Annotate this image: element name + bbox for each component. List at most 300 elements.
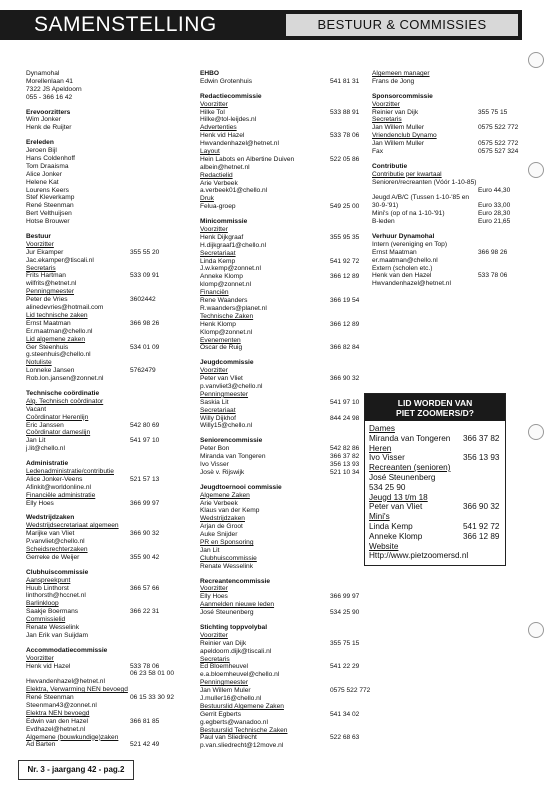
directory-line [200, 515, 366, 523]
membership-line [369, 444, 501, 454]
directory-line [26, 406, 192, 414]
membership-line [369, 551, 501, 561]
directory-line [200, 242, 366, 250]
membership-category: Heren [369, 443, 392, 453]
membership-line [369, 453, 501, 463]
role-label: Secretaris [200, 655, 230, 663]
directory-line [26, 109, 192, 117]
role-label: Voorzitter [26, 654, 54, 662]
entry-text: Jan Erik van Suijdam [26, 631, 88, 639]
directory-line [200, 156, 366, 164]
directory-line [26, 702, 192, 710]
membership-contact: Ivo Visser [369, 453, 405, 463]
page-footer: Nr. 3 - jaargang 42 - pag.2 [18, 760, 134, 780]
directory-line [372, 70, 540, 78]
entry-text: Arie Verbeek [200, 499, 238, 507]
directory-line [200, 234, 366, 242]
role-label: Lid algemene zaken [26, 335, 86, 343]
phone-number: 355 75 15 [330, 639, 360, 647]
entry-text: Rob.lon.jansen@zonnet.nl [26, 375, 104, 383]
directory-line [200, 297, 366, 305]
phone-number: 533 88 91 [330, 108, 360, 116]
section-heading: Recreantencommissie [200, 577, 271, 585]
role-label: Redactielid [200, 171, 233, 179]
directory-line [200, 265, 366, 273]
role-label: Aanspreekpunt [26, 576, 71, 584]
directory-line [26, 492, 192, 500]
directory-line [200, 734, 366, 742]
entry-text: J.muller16@chello.nl [200, 695, 262, 703]
directory-line [26, 538, 192, 546]
directory-section [372, 93, 540, 156]
directory-line [26, 476, 192, 484]
entry-text: Ivo Visser [200, 460, 229, 468]
directory-line [200, 453, 366, 461]
directory-line [372, 124, 540, 132]
entry-text: Lourens Keers [26, 186, 69, 194]
role-label: Secretariaat [200, 249, 236, 257]
directory-line [26, 265, 192, 273]
entry-text: g.steenhuis@chello.nl [26, 351, 91, 359]
directory-line [26, 577, 192, 585]
directory-line [26, 241, 192, 249]
directory-line [200, 445, 366, 453]
role-label: Financiële administratie [26, 491, 96, 499]
entry-text: Henk de Ruijter [26, 124, 72, 132]
entry-text: Renate Wesselink [200, 562, 254, 570]
entry-text: Klomp@zonnet.nl [200, 328, 253, 336]
phone-number: 549 25 00 [330, 203, 360, 211]
directory-line [26, 500, 192, 508]
entry-text: Evdhazel@hetnet.nl [26, 725, 86, 733]
directory-section [200, 484, 366, 571]
directory-line [200, 305, 366, 313]
directory-line [26, 445, 192, 453]
directory-line [200, 359, 366, 367]
entry-text: Arie Verbeek [200, 179, 238, 187]
directory-line [372, 233, 540, 241]
directory-line [26, 257, 192, 265]
role-label: Clubhuiscommissie [200, 554, 257, 562]
phone-number: 366 98 26 [478, 248, 508, 256]
directory-line [200, 609, 366, 617]
directory-line [26, 429, 192, 437]
directory-section [200, 437, 366, 476]
phone-number: 541 92 72 [463, 521, 500, 531]
phone-number: 356 13 93 [463, 453, 500, 463]
role-label: Layout [200, 148, 220, 156]
membership-box-body [365, 421, 505, 565]
phone-number: 533 78 06 [130, 662, 160, 670]
directory-line [26, 484, 192, 492]
directory-section [200, 93, 366, 211]
entry-text: klomp@zonnet.nl [200, 281, 252, 289]
directory-line [200, 711, 366, 719]
role-label: Evenementen [200, 336, 241, 344]
entry-text: Willy15@chello.nl [200, 422, 253, 430]
entry-text: José Steunenberg [200, 609, 254, 617]
phone-number: 542 82 86 [330, 445, 360, 453]
entry-text: Dynamohal [26, 70, 60, 77]
role-label: Algemene (bouwkundige)zaken [26, 733, 119, 741]
directory-line [200, 500, 366, 508]
entry-text: Afinkit@worldonline.nl [26, 483, 91, 491]
membership-contact: Miranda van Tongeren [369, 433, 451, 443]
directory-line [26, 351, 192, 359]
directory-line [26, 678, 192, 686]
role-label: Voorzitter [200, 226, 228, 234]
directory-line [200, 461, 366, 469]
directory-line [200, 367, 366, 375]
entry-text: Gerrit Egberts [200, 710, 242, 718]
entry-text: Saskia Lit [200, 398, 229, 406]
entry-text: J.w.kemp@zonnet.nl [200, 265, 261, 273]
directory-line [372, 249, 540, 257]
directory-section [26, 233, 192, 383]
directory-line [26, 304, 192, 312]
entry-text: Ernst Maatman [372, 248, 417, 256]
phone-number: 542 80 69 [130, 421, 160, 429]
role-label: Aanmelden nieuwe leden [200, 601, 275, 609]
directory-line [26, 422, 192, 430]
role-label: Wedstrijdsecretariaat algemeen [26, 522, 119, 530]
directory-section [200, 578, 366, 617]
directory-line [26, 320, 192, 328]
directory-line [26, 734, 192, 742]
role-label: Financiën [200, 289, 229, 297]
directory-line [372, 280, 540, 288]
entry-text: Arjan de Groot [200, 523, 243, 531]
entry-text: B-leden [372, 218, 395, 226]
role-label: Technische Zaken [200, 312, 254, 320]
directory-line [26, 272, 192, 280]
role-label: Voorzitter [200, 367, 228, 375]
entry-text: Frans de Jong [372, 77, 415, 85]
phone-number: 541 22 29 [330, 663, 360, 671]
phone-number: 366 99 97 [130, 499, 160, 507]
directory-line [200, 399, 366, 407]
role-label: Barlinkloop [26, 600, 59, 608]
directory-line [26, 124, 192, 132]
directory-section [26, 569, 192, 640]
directory-section [26, 460, 192, 507]
membership-contact: Linda Kemp [369, 521, 413, 531]
phone-number: 533 78 06 [478, 272, 508, 280]
role-label: Bestuurslid Technische Zaken [200, 726, 288, 734]
directory-section [200, 218, 366, 352]
directory-line [200, 281, 366, 289]
entry-text: Saakje Boermans [26, 608, 79, 616]
role-label: Elektra NEN bevoegd [26, 709, 90, 717]
role-label: Elektra, Verwarming NEN bevoegd [26, 686, 128, 694]
entry-text: P.vanvliet@chello.nl [26, 538, 85, 546]
section-heading: Wedstrijdzaken [26, 514, 75, 522]
directory-line [372, 101, 540, 109]
directory-line [26, 155, 192, 163]
directory-line [200, 329, 366, 337]
role-label: Voorzitter [200, 100, 228, 108]
directory-line [26, 375, 192, 383]
phone-number: 355 90 42 [130, 553, 160, 561]
entry-text: Helene Kat [26, 178, 59, 186]
entry-text: Willy Dijkhof [200, 414, 236, 422]
directory-line [26, 663, 192, 671]
membership-category: Mini's [369, 512, 390, 522]
directory-line [26, 202, 192, 210]
phone-number: 355 95 35 [330, 233, 360, 241]
directory-line [200, 195, 366, 203]
section-heading: Bestuur [26, 233, 51, 241]
directory-line [26, 78, 192, 86]
entry-text: Jan Willem Muller [372, 124, 425, 132]
entry-text: Klaus van der Kemp [200, 507, 260, 515]
membership-contact: Peter van Vliet [369, 502, 423, 512]
entry-text: Alice Jonker [26, 170, 62, 178]
entry-text: Elly Hoes [26, 499, 54, 507]
entry-text: Peter de Vries [26, 296, 68, 304]
role-label: Voorzitter [372, 100, 400, 108]
directory-line [26, 336, 192, 344]
phone-number: 366 90 32 [130, 530, 160, 538]
directory-line [26, 437, 192, 445]
phone-number: 521 42 49 [130, 741, 160, 749]
membership-contact: José Steunenberg [369, 472, 436, 482]
directory-section [200, 70, 366, 86]
membership-contact: Anneke Klomp [369, 531, 423, 541]
membership-category: Website [369, 541, 399, 551]
directory-line [26, 218, 192, 226]
directory-line [26, 312, 192, 320]
section-heading: Verhuur Dynamohal [372, 233, 435, 241]
entry-text: Jan Lit [26, 437, 46, 445]
directory-line [200, 289, 366, 297]
section-heading: Erevoorzitters [26, 108, 71, 116]
phone-number: 0575 522 772 [330, 687, 371, 695]
phone-number: 06 23 58 01 00 [130, 670, 174, 678]
directory-line [200, 124, 366, 132]
entry-text: Elly Hoes [200, 593, 228, 601]
section-heading: Accommodatiecommissie [26, 646, 108, 654]
directory-line [200, 383, 366, 391]
directory-section [200, 359, 366, 430]
directory-line [372, 241, 540, 249]
entry-text: Morellenlaan 41 [26, 77, 73, 85]
phone-number: 0575 522 772 [478, 124, 519, 132]
directory-section [372, 163, 540, 226]
directory-line [26, 139, 192, 147]
phone-number: 366 57 66 [130, 584, 160, 592]
section-heading: Contributie [372, 162, 408, 170]
directory-line [372, 194, 540, 202]
page-title: SAMENSTELLING [34, 13, 217, 36]
directory-line [200, 507, 366, 515]
role-label: Voorzitter [200, 631, 228, 639]
membership-line [369, 532, 501, 542]
membership-box-title-line: PIET ZOOMERS/D? [396, 408, 474, 418]
directory-section [26, 514, 192, 561]
phone-number: 541 81 31 [330, 77, 360, 85]
directory-line [200, 344, 366, 352]
phone-number: 366 12 89 [330, 320, 360, 328]
membership-box-title [365, 394, 505, 421]
entry-text: Peter Bon [200, 445, 230, 453]
entry-text: Gerreke de Weijer [26, 553, 80, 561]
section-heading: EHBO [200, 70, 220, 77]
phone-number: 366 19 54 [330, 297, 360, 305]
phone-number: 366 12 89 [463, 531, 500, 541]
entry-text: Felua-groep [200, 203, 236, 211]
role-label: Lid technische zaken [26, 311, 88, 319]
directory-line [26, 468, 192, 476]
role-label: Druk [200, 195, 214, 203]
entry-text: p.vanvliet3@chello.nl [200, 382, 263, 390]
header-banner [0, 10, 522, 40]
entry-text: Wim Jonker [26, 116, 61, 124]
directory-line [372, 148, 540, 156]
entry-text: Josè v. Rijswijk [200, 468, 245, 476]
directory-line [200, 258, 366, 266]
phone-number: Euro 28,30 [478, 210, 511, 218]
directory-line [26, 569, 192, 577]
punch-hole [528, 52, 544, 68]
directory-line [200, 687, 371, 695]
entry-text: Renate Wesselink [26, 624, 80, 631]
directory-line [26, 710, 192, 718]
directory-line [200, 172, 366, 180]
directory-section [372, 233, 540, 288]
phone-number: 366 98 26 [130, 319, 160, 327]
phone-number: 534 01 09 [130, 343, 160, 351]
section-heading: Jeugdcommissie [200, 359, 254, 367]
directory-line [200, 437, 366, 445]
directory-line [200, 578, 366, 586]
directory-line [372, 257, 540, 265]
directory-section [26, 647, 192, 750]
directory-line [200, 671, 366, 679]
directory-line [26, 460, 192, 468]
role-label: PR en Sponsoring [200, 538, 254, 546]
phone-number: 356 13 93 [330, 460, 360, 468]
entry-text: Mini's (op of na 1-10-'91) [372, 210, 445, 218]
directory-line [200, 78, 366, 86]
phone-number: 533 09 91 [130, 272, 160, 280]
entry-text: Auke Snijder [200, 531, 238, 539]
entry-text: Ger Steenhuis [26, 343, 69, 351]
entry-text: Vacant [26, 405, 47, 413]
role-label: Penningmeester [26, 288, 75, 296]
phone-number: 366 82 84 [330, 344, 360, 352]
membership-line [369, 483, 501, 493]
directory-line [26, 546, 192, 554]
role-label: Voorzitter [26, 240, 54, 248]
directory-line [26, 670, 192, 678]
directory-line [200, 601, 366, 609]
entry-text: er.maatman@chello.nl [372, 256, 438, 264]
role-label: Vriendenclub Dynamo [372, 132, 437, 140]
membership-contact: Http://www.pietzoomersd.nl [369, 551, 469, 561]
directory-line [200, 93, 366, 101]
phone-number: 541 97 10 [130, 437, 160, 445]
column-left [26, 70, 192, 756]
directory-line [26, 694, 192, 702]
phone-number: Euro 33,00 [478, 202, 511, 210]
directory-line [372, 187, 540, 195]
entry-text: e.a.bloemheuvel@chello.nl [200, 671, 280, 679]
entry-text: Intern (vereniging en Top) [372, 240, 448, 248]
directory-line [200, 547, 366, 555]
entry-text: Henk vid Hazel [200, 132, 245, 140]
entry-text: Linda Kemp [200, 257, 236, 265]
entry-text: Stef Kleverkamp [26, 194, 75, 202]
directory-line [372, 218, 540, 226]
role-label: Secretariaat [200, 406, 236, 414]
entry-text: Jac.ekamper@tiscali.nl [26, 256, 94, 264]
entry-text: Alice Jonker-Veens [26, 475, 83, 483]
directory-line [372, 132, 540, 140]
entry-text: Er.maatman@chello.nl [26, 327, 93, 335]
directory-line [200, 484, 366, 492]
membership-box [364, 393, 506, 566]
section-heading: Ereleden [26, 139, 54, 147]
directory-line [200, 585, 366, 593]
directory-line [26, 616, 192, 624]
directory-line [26, 328, 192, 336]
entry-text: Extern (scholen etc.) [372, 264, 433, 272]
membership-line [369, 473, 501, 483]
phone-number: Euro 21,65 [478, 218, 511, 226]
section-heading: Technische coördinatie [26, 389, 100, 397]
directory-line [200, 719, 366, 727]
directory-line [200, 727, 366, 735]
phone-number: 355 55 20 [130, 248, 160, 256]
entry-text: Steenman43@zonnet.nl [26, 702, 97, 710]
directory-line [26, 194, 192, 202]
directory-line [26, 249, 192, 257]
membership-line [369, 522, 501, 532]
directory-section [26, 139, 192, 226]
directory-line [372, 202, 540, 210]
section-heading: Jeugdtoernooi commissie [200, 483, 282, 491]
directory-line [200, 391, 366, 399]
section-heading: Seniorencommissie [200, 437, 263, 445]
entry-text: wilfrits@hetnet.nl [26, 280, 77, 288]
phone-number: 366 90 32 [463, 502, 500, 512]
directory-line [200, 132, 366, 140]
phone-number: 366 90 32 [330, 375, 360, 383]
entry-text: Eric Janssen [26, 421, 64, 429]
membership-line [369, 463, 501, 473]
directory-line [200, 203, 366, 211]
directory-line [200, 679, 366, 687]
directory-line [200, 101, 366, 109]
directory-line [26, 359, 192, 367]
directory-line [200, 624, 366, 632]
entry-text: Henk vid Hazel [26, 662, 71, 670]
directory-line [372, 210, 540, 218]
entry-text: g.egberts@wanadoo.nl [200, 718, 268, 726]
directory-line [372, 109, 540, 117]
directory-line [26, 718, 192, 726]
directory-line [26, 530, 192, 538]
directory-line [200, 337, 366, 345]
phone-number: 522 68 63 [330, 734, 360, 742]
directory-line [372, 265, 540, 273]
directory-line [200, 187, 366, 195]
entry-text: Edwin van den Hazel [26, 717, 88, 725]
role-label: Secretaris [26, 264, 56, 272]
entry-text: Bert Velthuijsen [26, 210, 72, 218]
role-label: Ledenadministratie/contributie [26, 467, 114, 475]
